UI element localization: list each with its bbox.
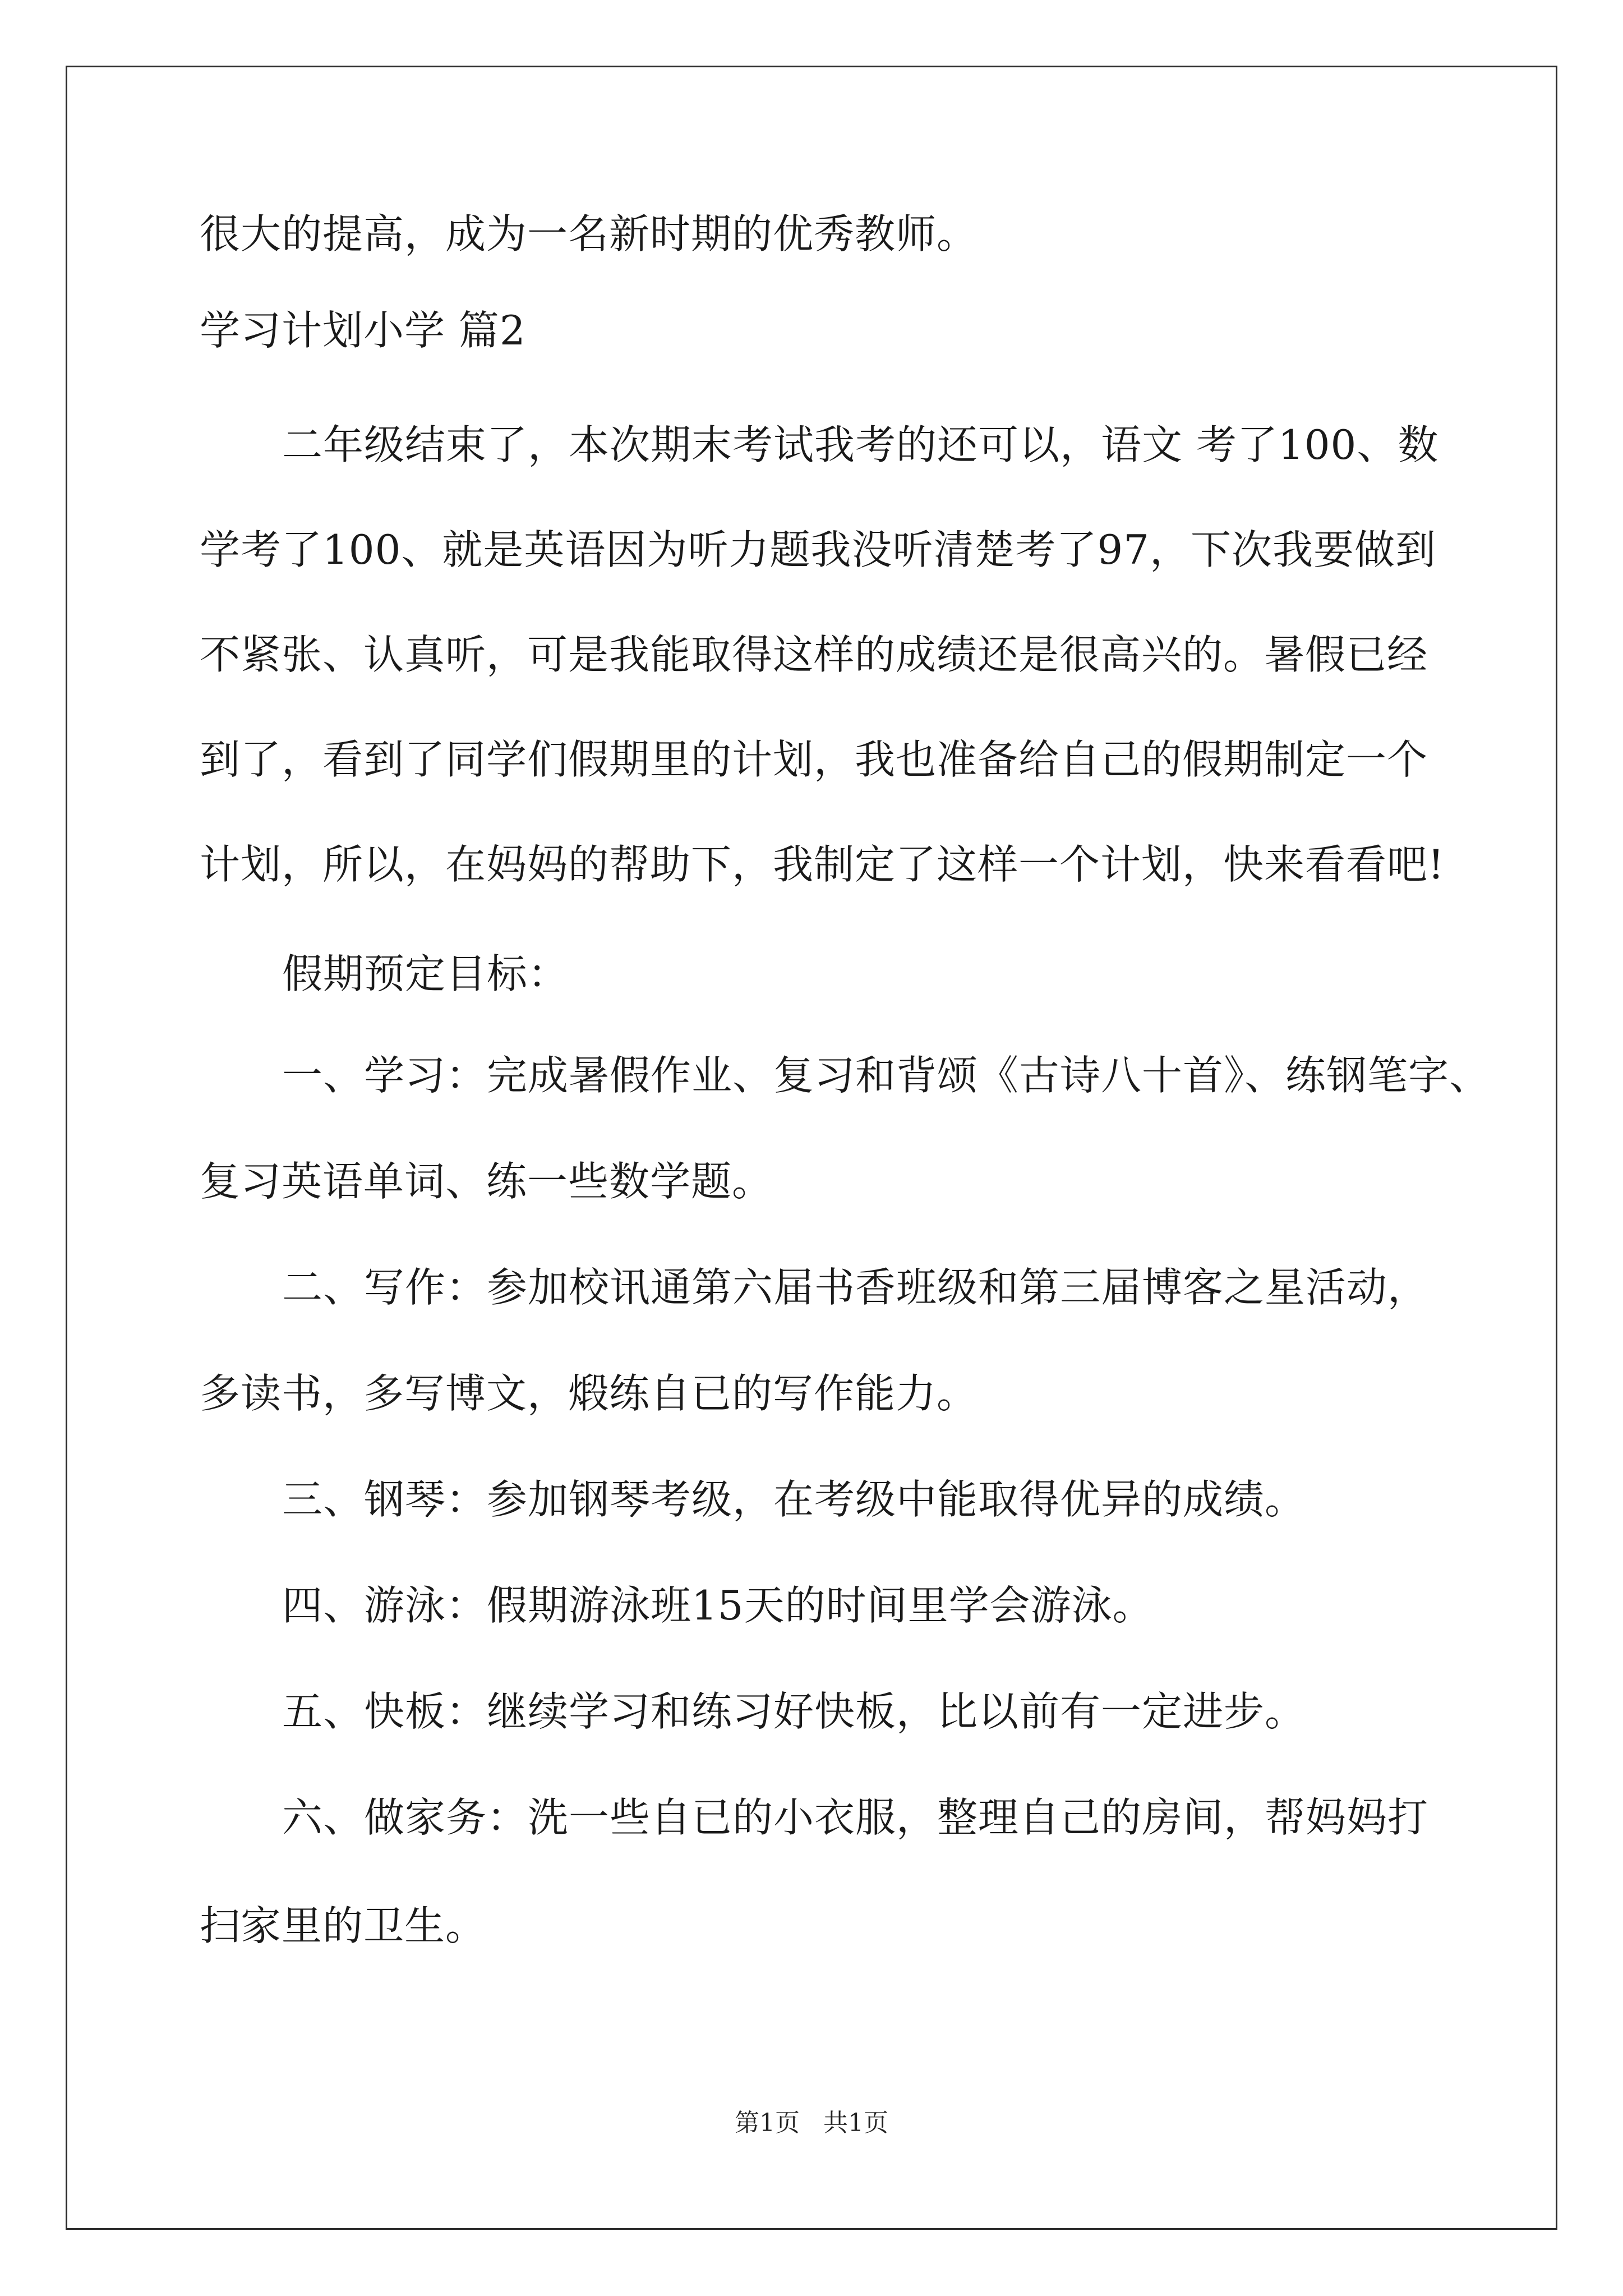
- text-line: 假期预定目标：: [282, 950, 569, 997]
- list-item: 三、钢琴：参加钢琴考级，在考级中能取得优异的成绩。: [282, 1476, 1306, 1523]
- list-item-continuation: 扫家里的卫生。: [200, 1902, 487, 1949]
- list-item: 五、快板：继续学习和练习好快板，比以前有一定进步。: [282, 1688, 1306, 1735]
- text-line: 不紧张、认真听，可是我能取得这样的成绩还是很高兴的。暑假已经: [200, 631, 1428, 678]
- text-line: 很大的提高，成为一名新时期的优秀教师。: [200, 210, 978, 257]
- text-line: 学考了100、就是英语因为听力题我没听清楚考了97，下次我要做到: [200, 526, 1437, 573]
- section-heading: 学习计划小学 篇2: [200, 307, 526, 354]
- list-item: 四、游泳：假期游泳班15天的时间里学会游泳。: [282, 1582, 1154, 1629]
- list-item: 一、学习：完成暑假作业、复习和背颂《古诗八十首》、练钢笔字、: [282, 1052, 1491, 1099]
- list-item-continuation: 多读书，多写博文，煅练自已的写作能力。: [200, 1370, 978, 1417]
- text-line: 到了，看到了同学们假期里的计划，我也准备给自己的假期制定一个: [200, 736, 1428, 783]
- list-item: 二、写作：参加校讯通第六届书香班级和第三届博客之星活动，: [282, 1264, 1429, 1311]
- page-number: 第1页 共1页: [735, 2109, 888, 2137]
- text-line: 二年级结束了，本次期末考试我考的还可以，语文 考了100、数: [282, 421, 1439, 468]
- list-item-continuation: 复习英语单词、练一些数学题。: [200, 1158, 773, 1205]
- text-line: 计划，所以，在妈妈的帮助下，我制定了这样一个计划，快来看看吧!: [200, 841, 1445, 888]
- list-item: 六、做家务：洗一些自已的小衣服，整理自己的房间，帮妈妈打: [282, 1794, 1429, 1841]
